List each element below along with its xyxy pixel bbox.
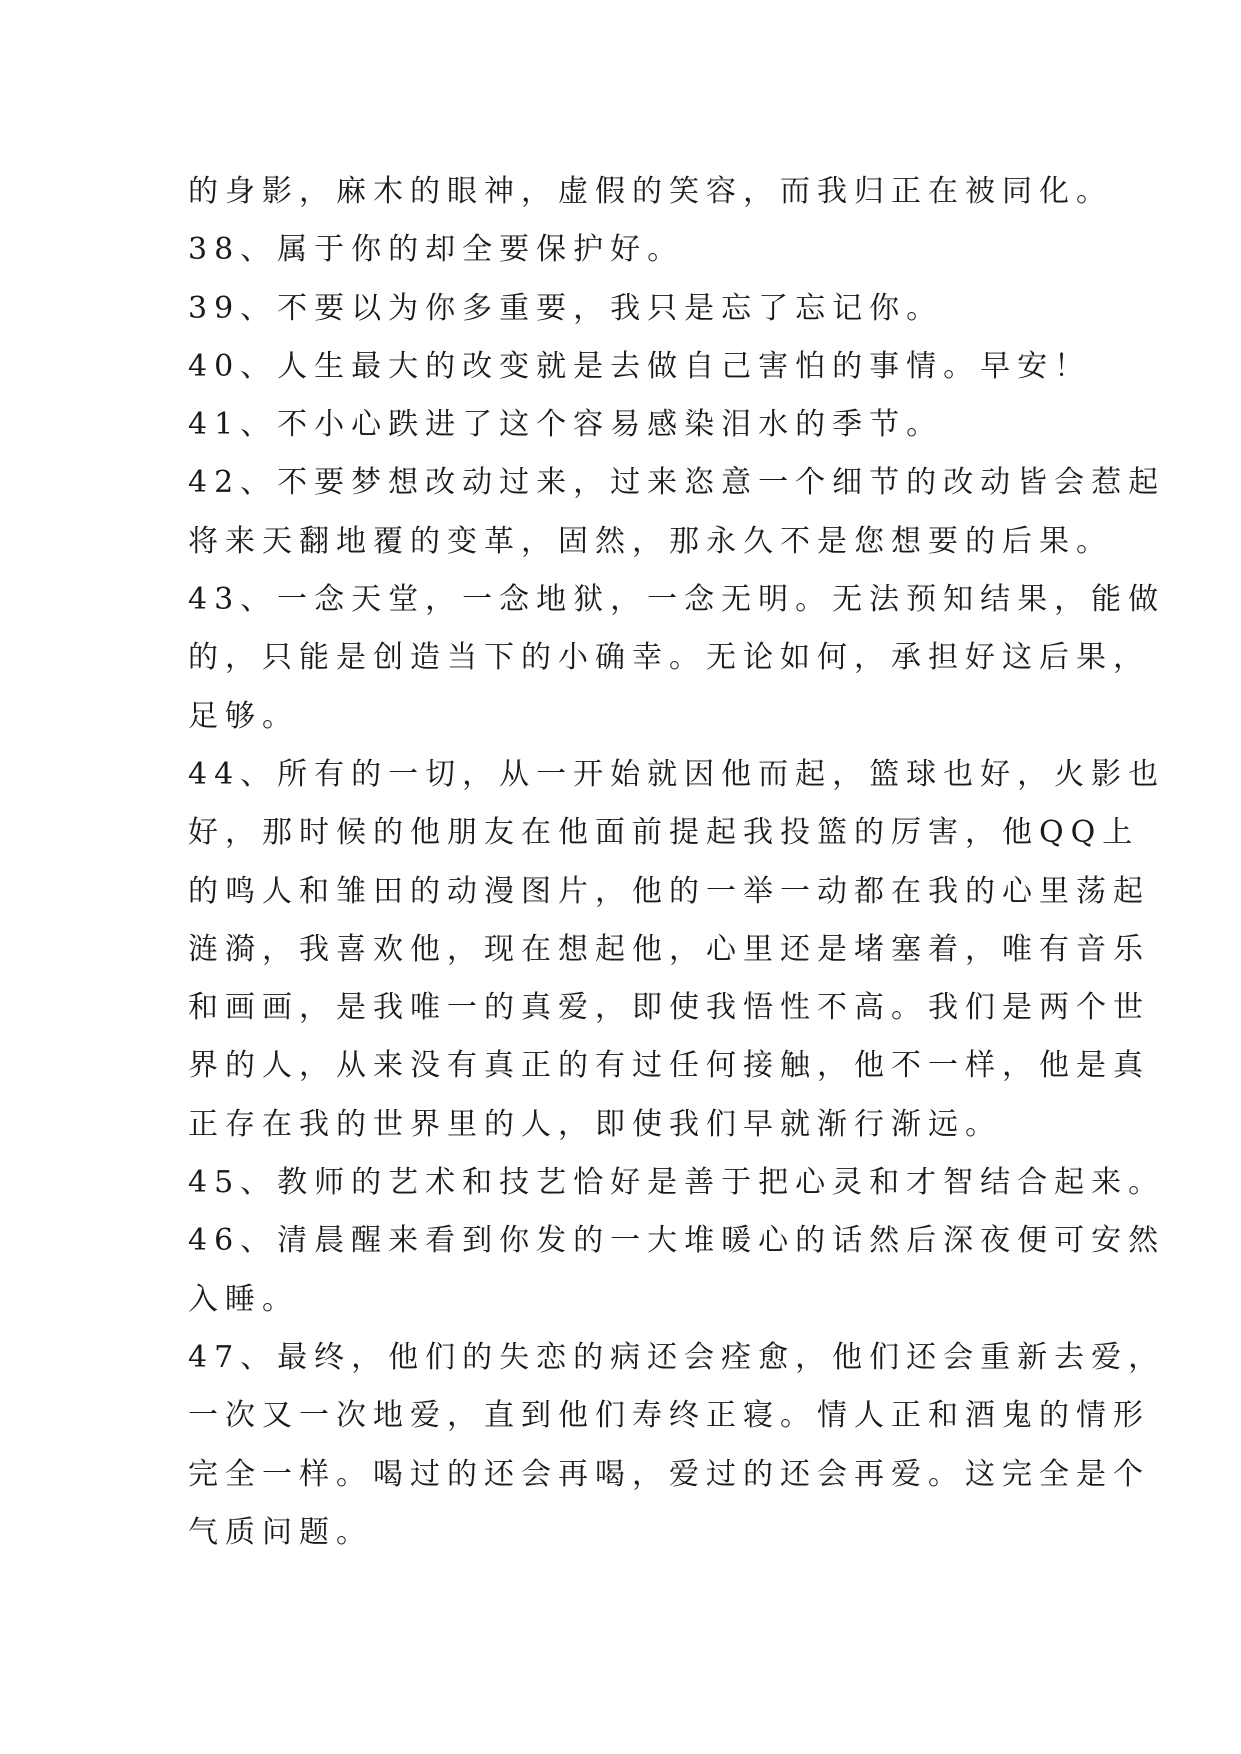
text-line-17: 正存在我的世界里的人，即使我们早就渐行渐远。: [188, 1106, 1002, 1142]
text-line-15: 和画画，是我唯一的真爱，即使我悟性不高。我们是两个世: [188, 990, 1150, 1026]
text-line-11: 44、所有的一切，从一开始就因他而起，篮球也好，火影也: [188, 756, 1166, 792]
text-line-3: 39、不要以为你多重要，我只是忘了忘记你。: [188, 290, 944, 326]
text-line-24: 气质问题。: [188, 1514, 373, 1550]
text-line-18: 45、教师的艺术和技艺恰好是善于把心灵和才智结合起来。: [188, 1165, 1166, 1201]
text-line-2: 38、属于你的却全要保护好。: [188, 232, 685, 268]
text-line-16: 界的人，从来没有真正的有过任何接触，他不一样，他是真: [188, 1048, 1150, 1084]
text-line-7: 将来天翻地覆的变革，固然，那永久不是您想要的后果。: [188, 523, 1113, 559]
text-line-20: 入睡。: [188, 1281, 299, 1317]
text-line-14: 涟漪，我喜欢他，现在想起他，心里还是堵塞着，唯有音乐: [188, 931, 1150, 967]
text-line-13: 的鸣人和雏田的动漫图片，他的一举一动都在我的心里荡起: [188, 873, 1150, 909]
text-line-8: 43、一念天堂，一念地狱，一念无明。无法预知结果，能做: [188, 582, 1166, 618]
text-line-23: 完全一样。喝过的还会再喝，爱过的还会再爱。这完全是个: [188, 1456, 1150, 1492]
text-line-22: 一次又一次地爱，直到他们寿终正寝。情人正和酒鬼的情形: [188, 1398, 1150, 1434]
document-body: [188, 163, 1166, 1562]
text-line-6: 42、不要梦想改动过来，过来恣意一个细节的改动皆会惹起: [188, 465, 1166, 501]
text-line-9: 的，只能是创造当下的小确幸。无论如何，承担好这后果，: [188, 640, 1150, 676]
text-line-1: 的身影，麻木的眼神，虚假的笑容，而我归正在被同化。: [188, 174, 1113, 209]
text-line-19: 46、清晨醒来看到你发的一大堆暖心的话然后深夜便可安然: [188, 1223, 1166, 1259]
text-line-21: 47、最终，他们的失恋的病还会痊愈，他们还会重新去爱，: [188, 1339, 1166, 1375]
text-line-12: 好，那时候的他朋友在他面前提起我投篮的厉害，他QQ上: [188, 815, 1140, 851]
text-line-10: 足够。: [188, 698, 299, 734]
text-line-5: 41、不小心跌进了这个容易感染泪水的季节。: [188, 407, 944, 443]
text-line-4: 40、人生最大的改变就是去做自己害怕的事情。早安！: [188, 348, 1092, 384]
